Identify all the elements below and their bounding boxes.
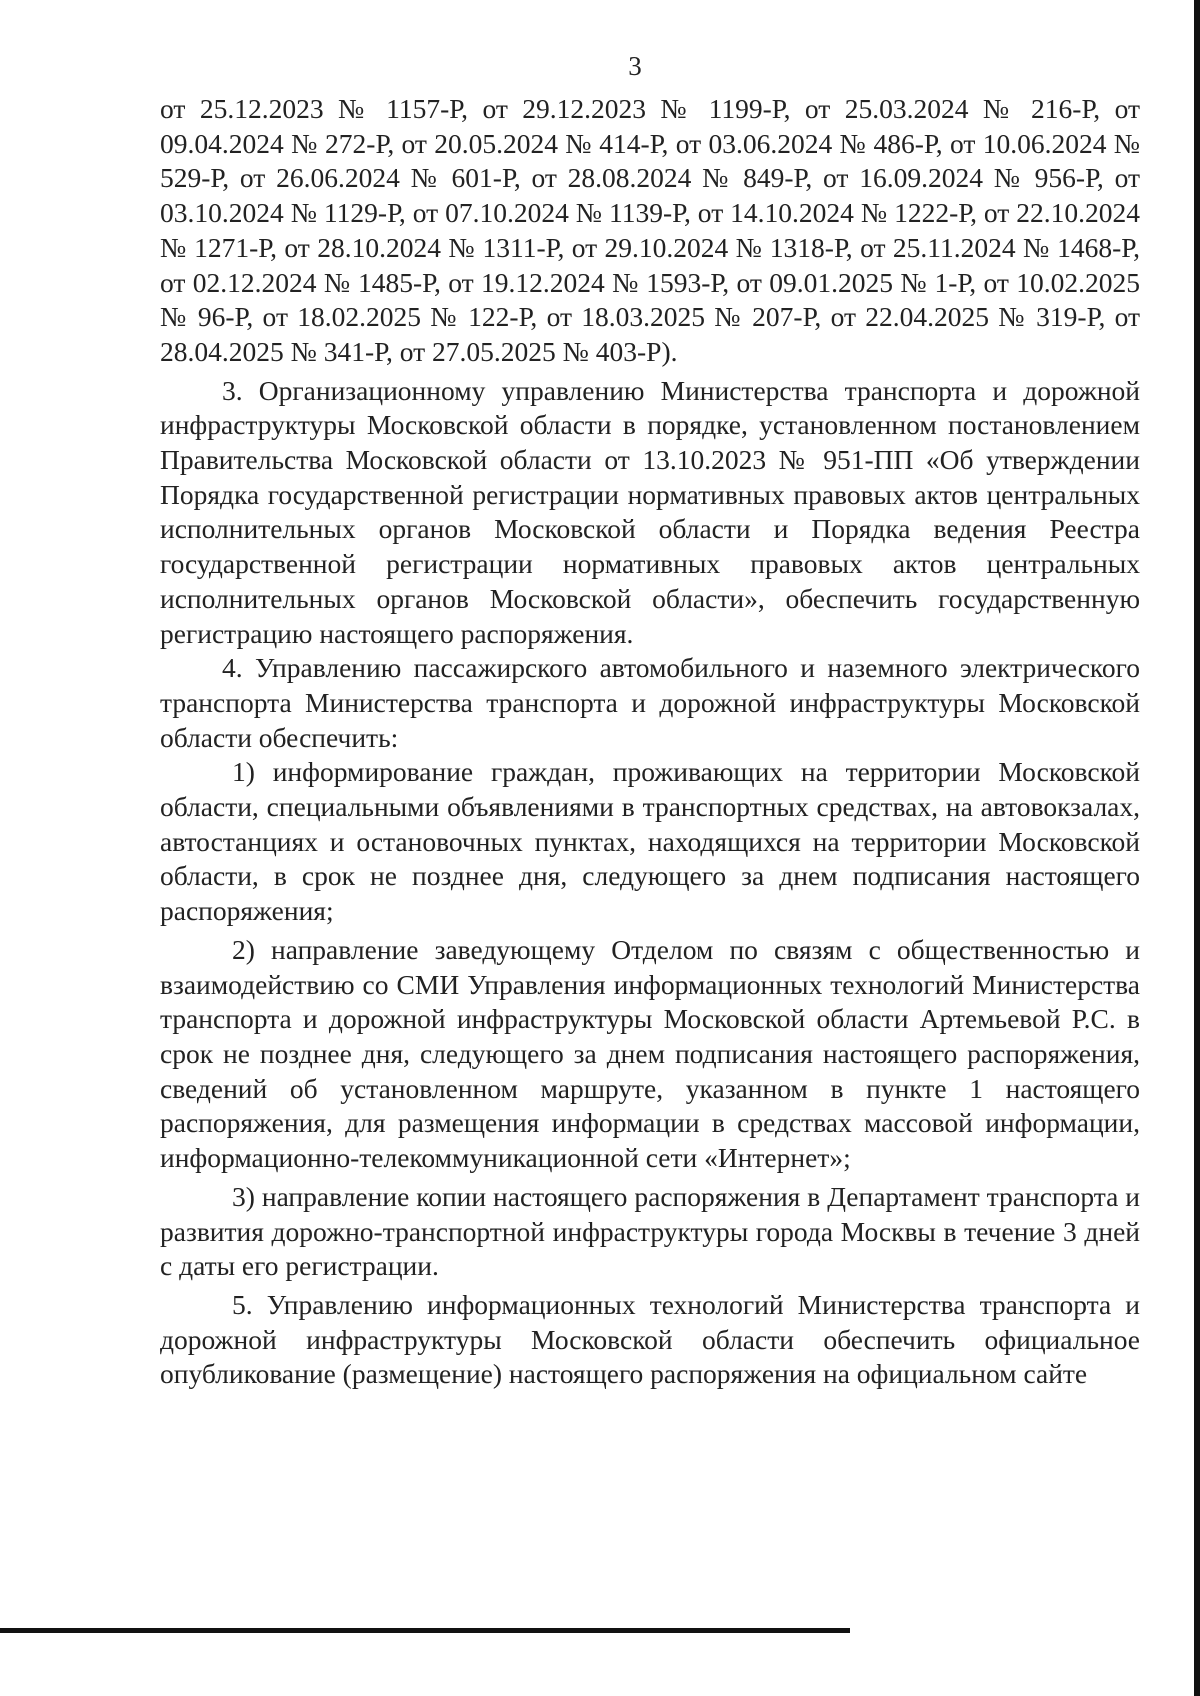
- subparagraph-4-2: 2) направление заведующему Отделом по связям с общественностью и взаимодействию со СМИ Управления информационных технологий Министерства транспорта и дорожной инфраструктуры Московской области Артемьевой Р.С. в срок не позднее дня, следующего за днем подписания настоящего распоряжения, сведений об установленном маршруте, указанном в пункте 1 настоящего распоряжения, для размещения информации в средствах массовой информации, информационно-телекоммуникационной сети «Интернет»;: [160, 933, 1140, 1174]
- page-number: 3: [628, 51, 642, 81]
- paragraph-4: 4. Управлению пассажирского автомобильного и наземного электрического транспорта Министерства транспорта и дорожной инфраструктуры Московской области обеспечить:: [160, 652, 1140, 753]
- subparagraph-4-1: 1) информирование граждан, проживающих на территории Московской области, специальными объявлениями в транспортных средствах, на автовокзалах, автостанциях и остановочных пунктах, находящихся на территории Московской области, в срок не позднее дня, следующего за днем подписания настоящего распоряжения;: [160, 756, 1140, 927]
- document-body: [160, 92, 1140, 1392]
- scan-right-edge: [1194, 0, 1200, 1696]
- paragraph-5: 5. Управлению информационных технологий Министерства транспорта и дорожной инфраструктуры Московской области обеспечить официальное опубликование (размещение) настоящего распоряжения на официальном сайте: [160, 1288, 1140, 1390]
- amendments-list: от 25.12.2023 № 1157-Р, от 29.12.2023 № 1199-Р, от 25.03.2024 № 216-Р, от 09.04.2024 № 272-Р, от 20.05.2024 № 414-Р, от 03.06.2024 № 486-Р, от 10.06.2024 № 529-Р, от 26.06.2024 № 601-Р, от 28.08.2024 № 849-Р, от 16.09.2024 № 956-Р, от 03.10.2024 № 1129-Р, от 07.10.2024 № 1139-Р, от 14.10.2024 № 1222-Р, от 22.10.2024 № 1271-Р, от 28.10.2024 № 1311-Р, от 29.10.2024 № 1318-Р, от 25.11.2024 № 1468-Р, от 02.12.2024 № 1485-Р, от 19.12.2024 № 1593-Р, от 09.01.2025 № 1-Р, от 10.02.2025 № 96-Р, от 18.02.2025 № 122-Р, от 18.03.2025 № 207-Р, от 22.04.2025 № 319-Р, от 28.04.2025 № 341-Р, от 27.05.2025 № 403-Р).: [160, 93, 1140, 367]
- paragraph-3: 3. Организационному управлению Министерства транспорта и дорожной инфраструктуры Московской области в порядке, установленном постановлением Правительства Московской области от 13.10.2023 № 951-ПП «Об утверждении Порядка государственной регистрации нормативных правовых актов центральных исполнительных органов Московской области и Порядка ведения Реестра государственной регистрации нормативных правовых актов центральных исполнительных органов Московской области», обеспечить государственную регистрацию настоящего распоряжения.: [160, 374, 1140, 649]
- scan-bottom-edge: [0, 1628, 850, 1633]
- subparagraph-4-3: 3) направление копии настоящего распоряжения в Департамент транспорта и развития дорожно-транспортной инфраструктуры города Москвы в течение 3 дней с даты его регистрации.: [160, 1180, 1140, 1282]
